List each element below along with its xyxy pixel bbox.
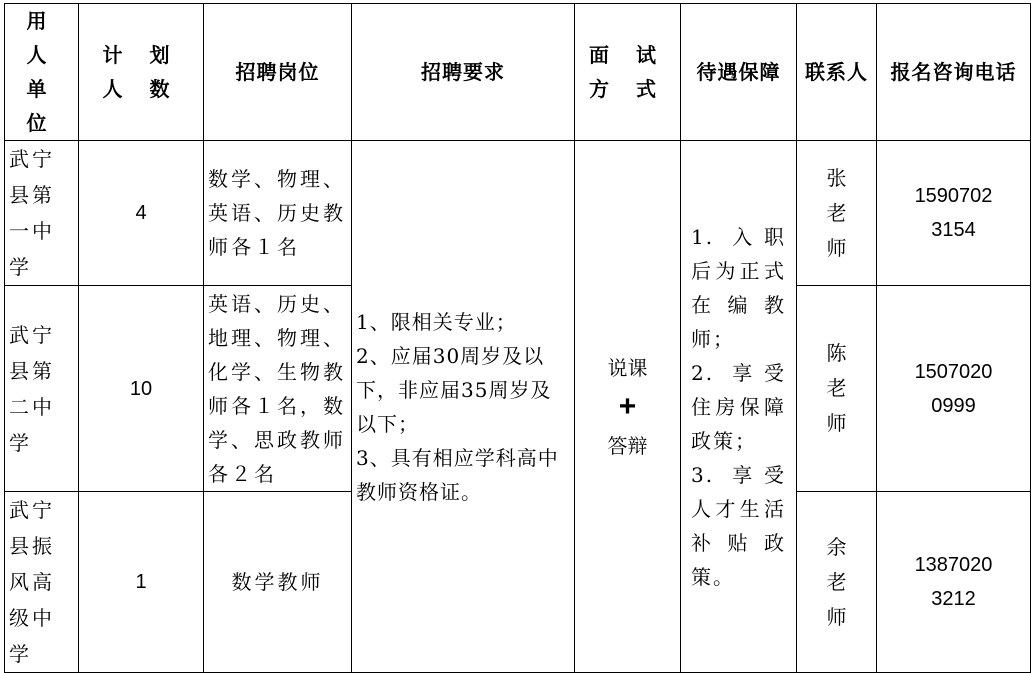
contact-char: 老 bbox=[826, 569, 847, 594]
header-requirement: 招聘要求 bbox=[352, 4, 575, 141]
requirement-item: 2、应届30周岁及以下，非应届35周岁及以下； bbox=[356, 343, 552, 436]
benefit-item: 2. 享受住房保障政策； bbox=[691, 360, 786, 453]
contact-char: 师 bbox=[826, 411, 847, 435]
phone-line: 0999 bbox=[931, 394, 976, 417]
phone-cell bbox=[877, 492, 1031, 673]
phone-line: 1507020 bbox=[914, 360, 993, 383]
contact-char: 老 bbox=[826, 376, 847, 400]
method-defense: 答辩 bbox=[607, 433, 648, 458]
post-cell: 数学、物理、英语、历史教师各１名 bbox=[204, 141, 352, 286]
recruitment-table bbox=[4, 3, 1031, 673]
header-phone: 报名咨询电话 bbox=[877, 4, 1031, 141]
plan-cell: 1 bbox=[79, 492, 204, 673]
phone-line: 3212 bbox=[931, 588, 976, 610]
requirement-item: 1、限相关专业； bbox=[356, 309, 517, 334]
unit-cell: 武宁县第一中学 bbox=[5, 141, 79, 286]
header-plan-line2: 人 数 bbox=[102, 77, 180, 101]
header-method-line2: 方 式 bbox=[589, 77, 666, 101]
contact-char: 师 bbox=[826, 235, 847, 260]
unit-cell: 武宁县第二中学 bbox=[5, 286, 79, 492]
header-row bbox=[5, 4, 1031, 141]
header-unit-line1: 用 人 bbox=[26, 9, 57, 67]
header-plan-line1: 计 划 bbox=[102, 43, 180, 67]
contact-char: 张 bbox=[826, 165, 847, 190]
contact-cell bbox=[797, 492, 877, 673]
phone-cell bbox=[877, 286, 1031, 492]
contact-char: 老 bbox=[826, 200, 847, 225]
post-cell: 英语、历史、地理、物理、化学、生物教师各１名，数学、思政教师各２名 bbox=[204, 286, 352, 492]
header-method bbox=[575, 4, 681, 141]
contact-char: 余 bbox=[826, 534, 847, 559]
benefit-item: 3. 享受人才生活补贴政策。 bbox=[691, 462, 786, 589]
requirement-item: 3、具有相应学科高中教师资格证。 bbox=[356, 445, 559, 504]
header-contact: 联系人 bbox=[797, 4, 877, 141]
requirement-cell bbox=[352, 141, 575, 673]
header-post: 招聘岗位 bbox=[204, 4, 352, 141]
contact-char: 陈 bbox=[826, 341, 847, 365]
contact-char: 师 bbox=[826, 604, 847, 629]
phone-line: 1590702 bbox=[914, 185, 993, 207]
plan-cell: 10 bbox=[79, 286, 204, 492]
header-unit bbox=[5, 4, 79, 141]
method-cell bbox=[575, 141, 681, 673]
header-unit-line2: 单 位 bbox=[26, 77, 57, 135]
phone-line: 1387020 bbox=[914, 554, 993, 576]
benefit-cell bbox=[681, 141, 797, 673]
plan-cell: 4 bbox=[79, 141, 204, 286]
unit-cell: 武宁县振风高级中学 bbox=[5, 492, 79, 673]
phone-line: 3154 bbox=[931, 219, 976, 241]
table-row bbox=[5, 141, 1031, 286]
plus-icon: + bbox=[618, 389, 637, 423]
header-benefit: 待遇保障 bbox=[681, 4, 797, 141]
phone-cell bbox=[877, 141, 1031, 286]
contact-cell bbox=[797, 141, 877, 286]
contact-cell bbox=[797, 286, 877, 492]
header-plan bbox=[79, 4, 204, 141]
header-method-line1: 面 试 bbox=[589, 43, 666, 67]
benefit-item: 1. 入职后为正式在编教师； bbox=[691, 224, 786, 351]
method-lecture: 说课 bbox=[607, 355, 648, 380]
post-cell: 数学教师 bbox=[204, 492, 352, 673]
